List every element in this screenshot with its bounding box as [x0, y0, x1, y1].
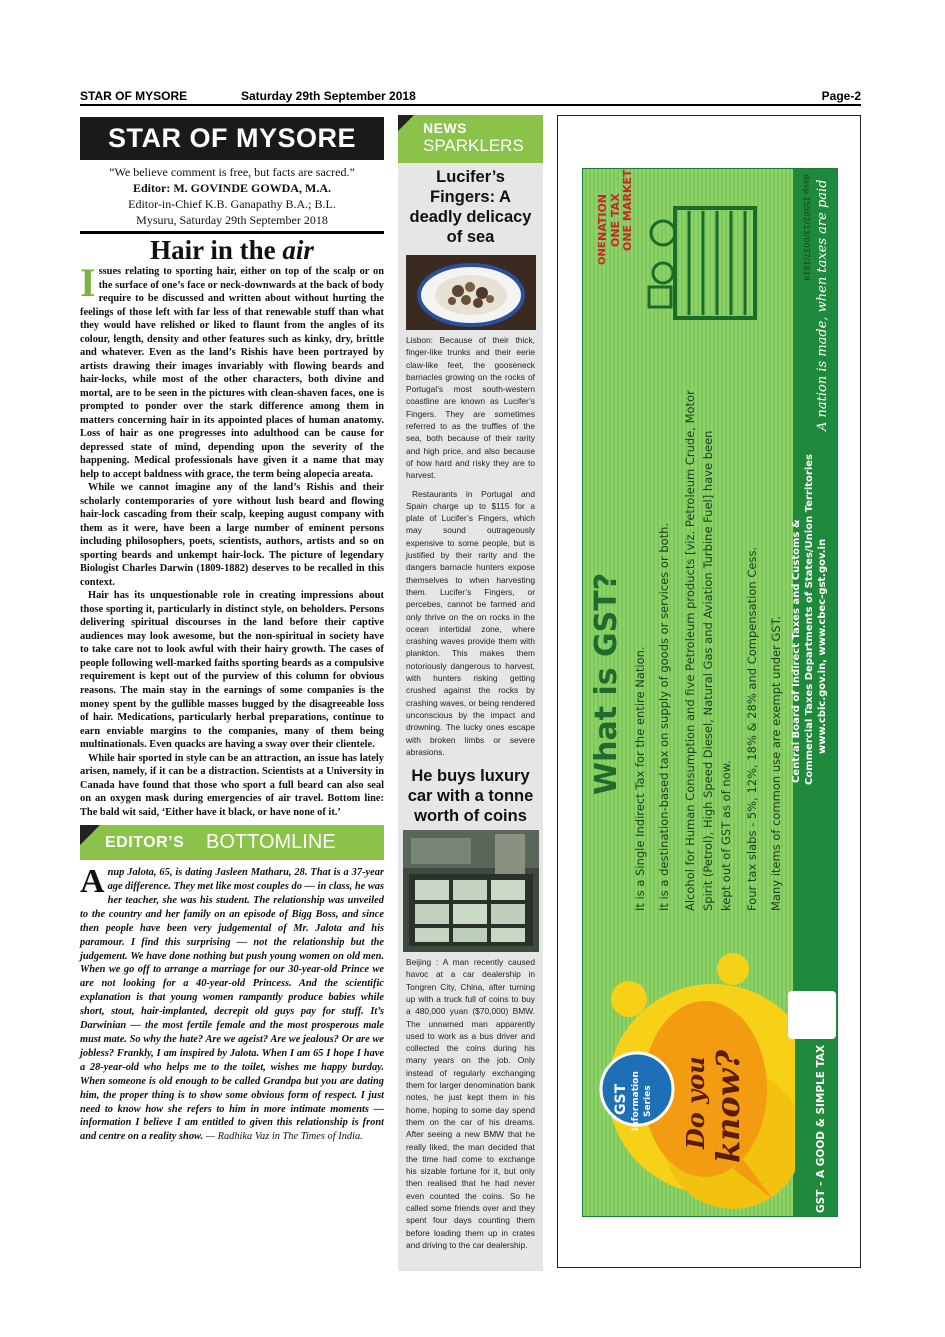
banner-corner: [80, 825, 100, 845]
board-departments: Commercial Taxes Departments of States/Union Territories: [804, 453, 815, 785]
coins-truck-image: [403, 830, 539, 952]
running-header: [80, 89, 861, 104]
masthead-rule: [80, 231, 384, 234]
banner-corner: [398, 115, 414, 131]
editorial-body: [80, 260, 384, 819]
story-paragraph: Beijing : A man recently caused havoc at a car dealership in Tongren City, China, after turning up with a truck full of coins to buy a 480,000 yuan ($70,000) BMW. The unnamed man apparently used to work as a bus driver and collected the coins during his many years on the job. Only instead of regularly exchanging them for larger denomination bank notes, he just kept them in his home, hoping to some day spend them on the car of his dreams. After seeing a new BMW that he really liked, the man decided that the time had come to exchange his sizable fortune for it, but only then realised that he had never even counted the coins. So he called some friends over and they spent four days counting them before loading them up in crates and driving to the car dealership.: [406, 957, 535, 1250]
gst-point: kept out of GST as of now.: [719, 760, 733, 911]
editorial-paragraph: While we cannot imagine any of the land’s Rishis and their scholarly contemporaries of yore without lush beard and flowing hair-lock cascading from their scalp, keeping august company with them as it were, have been a large number of eminent persons including philosophers, poets, scientists, authors, artists and so on sporting beards and unkempt hair-lock. The picture of legendary Biologist Charles Darwin (1809-1882) deserves to be recalled in this context.: [80, 482, 384, 588]
editorial-text: ssues relating to sporting hair, either on top of the scalp or on the surface of one’s face or neck-downwards at the back of body require to be discussed and written about without hurting the feelings of those left with far less of that renewable stuff than what they would have relished or liked to flaunt from the angles of its colour, length, density and other features such as kinky, dry, brittle and whatever. Even as the land’s Rishis have been portrayed by artists drawing their images invariably with flowing beards and hair-locks, while most of the other characters, both divine and mortal, are to be seen in the pictures with clean-shaven faces, one is prompted to ponder over the stark difference among them in matters concerning hair in its appointed places of human anatomy. Loss of hair as one progresses into adulthood can be cause for depressed state of mind, depending upon the severity of the happening. Medical professionals have given it a name that may help to accept baldness with grace, the term being alopecia areata.: [80, 266, 384, 480]
masthead-editor-in-chief: Editor-in-Chief K.B. Ganapathy B.A.; B.L.: [128, 197, 336, 211]
ad-tagline: A nation is made, when taxes are paid: [815, 179, 830, 431]
shopping-basket-icon: [645, 183, 795, 333]
ad-logo-one: ONE: [597, 241, 608, 265]
news-sparklers-banner: [398, 115, 543, 163]
running-header-page: Page-2: [821, 89, 861, 103]
masthead-title: STAR OF MYSORE: [80, 117, 384, 160]
headline-part-a: Hair in the: [150, 235, 283, 265]
ad-logo-nation: NATION: [596, 193, 609, 241]
story-paragraph: Lisbon: Because of their thick, finger-like trunks and their eerie claw-like feet, the gooseneck barnacles growing on the rocks of Portugal’s most south-western coastline are known as Lucifer’s Fingers. They are sometimes referred to as the truffles of the sea, both because of their rarity and high price, and also because of how hard and risky they are to harvest.: [406, 335, 535, 481]
bottomline-body: [80, 863, 384, 1144]
gst-point: Spirit (Petrol), High Speed Diesel, Natural Gas and Aviation Turbine Fuel] have been: [701, 430, 715, 911]
gst-advertisement: [582, 168, 838, 1217]
board-name: Central Board of Indirect Taxes and Customs &: [791, 519, 802, 783]
ad-code: davp 15502/13/0037/1819: [802, 174, 811, 281]
running-header-date: Saturday 29th September 2018: [241, 89, 416, 103]
editorial-paragraph: Hair has its unquestionable role in creating impressions about those sporting it, particularly in distinct style, on beholders. Persons delivering spiritual discourses in the land before their captive audiences may look awesome, but the non-spiritual in society have to take care not to look awful with their hairy growth. The cases of people following well-marked faiths sporting beards as a compulsive requirement is kept out of the purview of this column for obvious reasons. The main stay in the earnings of some companies is the money spent by the gullible masses bugged by the disagreeable loss of hair. Medications, particularly herbal preparations, continue to earn enviable margins to the companies, many of them being multinationals. Even quacks are having a sway over their clientele.: [80, 590, 384, 751]
sparklers-label: SPARKLERS: [423, 136, 524, 155]
drop-cap: A: [80, 863, 105, 901]
gst-point: It is a Single Indirect Tax for the entire Nation.: [633, 646, 647, 911]
bottomline-label-b: BOTTOMLINE: [206, 831, 336, 854]
story-body: [398, 334, 543, 758]
coins-photo: [403, 830, 539, 952]
badge-information: Information: [631, 1071, 641, 1131]
ad-footer: GST - A GOOD & SIMPLE TAX: [815, 1044, 827, 1213]
story-title: He buys luxury car with a tonne worth of coins: [407, 767, 534, 826]
ad-logo-line: [597, 241, 608, 265]
news-label: NEWS: [423, 120, 467, 136]
masthead-dateline: Mysuru, Saturday 29th September 2018: [136, 213, 328, 227]
masthead-motto: “We believe comment is free, but facts are sacred.”: [109, 165, 355, 179]
bubble-do-you: Do you: [681, 1056, 710, 1149]
editorial-column: [80, 117, 384, 1144]
bottomline-source: — Radhika Vaz in The Times of India.: [203, 1131, 363, 1143]
header-rule: [80, 104, 861, 106]
bottomline-banner: [80, 825, 384, 860]
emblem-icon: [788, 991, 836, 1039]
bottomline-text: nup Jalota, 65, is dating Jasleen Matharu, 28. That is a 37-year age difference. They met like most couples do — in class, he was her teacher, she was his student. The relationship was unveiled to the country and her family on an episode of Bigg Boss, and since then people have been very judgemental of Mr. Jalota and his paramour. I find this surprising — not the relationship but the judgement. We have done nothing but push young women on old men. When we go off to arrange a marriage for our 30-year-old Prince we are not looking for a 40-year-old Princess. And the scientific explanation is that young women rampantly produce babies while short, stout, hair-implanted, decrepit old guys pay for stuff. It’s Darwinian — the most fertile female and the most prosperous male must mate. So why the hate? Are we ageist? Are we jealous? Or are we jobless? Frankly, I am inspired by Jalota. When I am 65 I hope I have a 28-year-old who helps me to the toilet, wishes me happy burday. When someone is old enough to be called Grandpa but you are dating him, the proper thing is to show some obvious form of respect. I just need to know how she refers to him in more intimate moments — information I believe I am entitled to given this relationship is front and centre on a reality show.: [80, 867, 384, 1143]
ad-logo-one-market: ONE MARKET: [621, 169, 634, 251]
gst-point: It is a destination-based tax on supply of goods or services or both.: [657, 522, 671, 911]
masthead-editor: Editor: M. GOVINDE GOWDA, M.A.: [133, 181, 331, 195]
drop-cap: I: [80, 260, 96, 305]
running-header-paper: STAR OF MYSORE: [80, 89, 188, 103]
barnacles-photo: [406, 255, 536, 330]
barnacles-plate-image: [406, 255, 536, 330]
headline-part-b: air: [282, 235, 314, 265]
badge-gst: GST: [613, 1083, 629, 1115]
gst-point: Alcohol for Human Consumption and five Petroleum products [viz. Petroleum Crude, Motor: [683, 390, 697, 911]
story-body: [398, 956, 543, 1251]
gst-point: Many items of common use are exempt under GST.: [769, 615, 783, 911]
editorial-paragraph: While hair sported in style can be an attraction, an issue has lately arisen, namely, if it can be a distraction. Scientists at a University in Canada have found that those who sport a full beard can also seal on an oxygen mask during emergencies of air travel. Bottom line: The bald wit said, ‘Either have it black, or have none of it.’: [80, 752, 384, 818]
editorial-headline: [80, 235, 384, 265]
news-sparklers-column: [398, 115, 543, 1271]
badge-series: Series: [643, 1085, 653, 1117]
story-paragraph: Restaurants in Portugal and Spain charge up to $115 for a plate of Lucifer’s Fingers, which may sound outrageously expensive to some people, but is justified by their rarity and the dangers barnacle hunters expose themselves to when harvesting them. Lucifer’s Fingers, or percebes, cannot be farmed and only thrive on the on rocks in the ocean intertidal zone, where crashing waves provide them with plankton. This makes them notoriously dangerous to harvest, with hunters risking getting crushed against the rocks by crashing waves, or being rendered unconscious by the impact and drowning. The lucky ones escape with broken limbs or severe abrasions.: [406, 488, 535, 757]
ad-headline: What is GST?: [589, 572, 624, 795]
bubble-know: know?: [709, 1049, 747, 1163]
story-title: Lucifer’s Fingers: A deadly delicacy of sea: [409, 168, 532, 246]
board-websites: www.cbic.gov.in, www.cbec-gst.gov.in: [817, 538, 828, 754]
bottomline-label-a: EDITOR’S: [105, 834, 185, 852]
masthead-info: [80, 164, 384, 228]
editorial-paragraph: [80, 260, 384, 481]
gst-point: Four tax slabs - 5%, 12%, 18% & 28% and Compensation Cess.: [745, 546, 759, 911]
ad-logo-one-tax: ONE TAX: [609, 193, 622, 247]
